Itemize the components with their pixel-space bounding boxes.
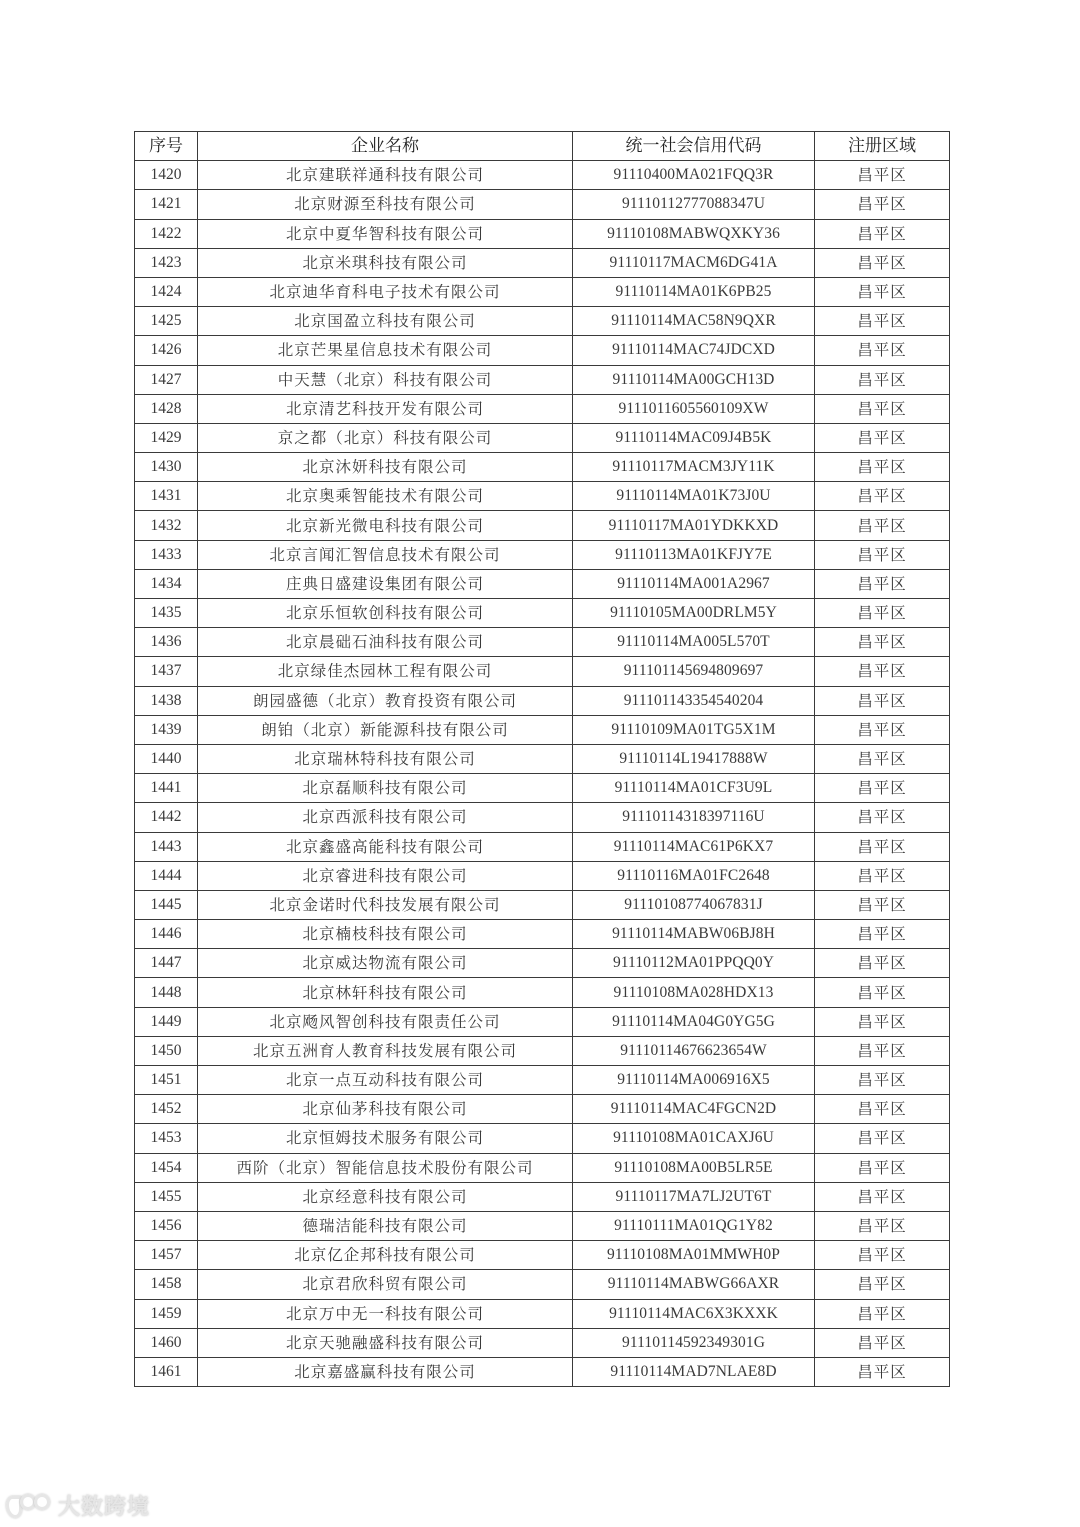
table-row [135,1270,950,1299]
cell-company-name: 北京西派科技有限公司 [198,803,573,832]
cell-region: 昌平区 [815,686,950,715]
cell-region: 昌平区 [815,1328,950,1357]
cell-company-name: 北京万中无一科技有限公司 [198,1299,573,1328]
cell-region: 昌平区 [815,219,950,248]
cell-company-name: 北京磊顺科技有限公司 [198,774,573,803]
cell-company-name: 北京睿进科技有限公司 [198,861,573,890]
cell-company-name: 北京五洲育人教育科技发展有限公司 [198,1036,573,1065]
cell-credit-code: 91110114MAC09J4B5K [573,423,815,452]
cell-region: 昌平区 [815,453,950,482]
table-row [135,219,950,248]
cell-serial-number: 1434 [135,569,198,598]
cell-region: 昌平区 [815,307,950,336]
cell-company-name: 北京财源至科技有限公司 [198,190,573,219]
cell-company-name: 北京林轩科技有限公司 [198,978,573,1007]
cell-region: 昌平区 [815,890,950,919]
table-row [135,277,950,306]
cell-company-name: 北京嘉盛赢科技有限公司 [198,1357,573,1386]
cell-region: 昌平区 [815,190,950,219]
cell-credit-code: 91110114MA00GCH13D [573,365,815,394]
cell-region: 昌平区 [815,832,950,861]
cell-serial-number: 1439 [135,715,198,744]
cell-company-name: 北京金诺时代科技发展有限公司 [198,890,573,919]
cell-company-name: 朗铂（北京）新能源科技有限公司 [198,715,573,744]
cell-credit-code: 91110108774067831J [573,890,815,919]
table-row [135,161,950,190]
table-row [135,744,950,773]
cell-credit-code: 911101145694809697 [573,657,815,686]
cell-company-name: 北京芒果星信息技术有限公司 [198,336,573,365]
cell-serial-number: 1461 [135,1357,198,1386]
table-row [135,453,950,482]
cell-credit-code: 91110114MABWG66AXR [573,1270,815,1299]
cell-serial-number: 1427 [135,365,198,394]
cell-credit-code: 91110114MA01K73J0U [573,482,815,511]
cell-credit-code: 91110114MAC58N9QXR [573,307,815,336]
cell-serial-number: 1457 [135,1241,198,1270]
cell-credit-code: 91110109MA01TG5X1M [573,715,815,744]
cell-company-name: 北京建联祥通科技有限公司 [198,161,573,190]
cell-region: 昌平区 [815,482,950,511]
cell-region: 昌平区 [815,1357,950,1386]
cell-credit-code: 91110114MA001A2967 [573,569,815,598]
cell-company-name: 北京奥乘智能技术有限公司 [198,482,573,511]
cell-credit-code: 91110114MABW06BJ8H [573,920,815,949]
cell-serial-number: 1440 [135,744,198,773]
cell-serial-number: 1428 [135,394,198,423]
table-row [135,1066,950,1095]
cell-company-name: 北京经意科技有限公司 [198,1182,573,1211]
cell-credit-code: 91110112MA01PPQQ0Y [573,949,815,978]
cell-region: 昌平区 [815,803,950,832]
table-row [135,1241,950,1270]
table-row [135,1036,950,1065]
cell-credit-code: 91110114MAC4FGCN2D [573,1095,815,1124]
table-row [135,394,950,423]
cell-region: 昌平区 [815,861,950,890]
cell-serial-number: 1443 [135,832,198,861]
cell-credit-code: 91110108MA01CAXJ6U [573,1124,815,1153]
cell-serial-number: 1448 [135,978,198,1007]
cell-credit-code: 91110114676623654W [573,1036,815,1065]
cell-credit-code: 91110114318397116U [573,803,815,832]
cell-region: 昌平区 [815,394,950,423]
cell-serial-number: 1445 [135,890,198,919]
cell-credit-code: 91110113MA01KFJY7E [573,540,815,569]
cell-company-name: 北京威达物流有限公司 [198,949,573,978]
cell-company-name: 京之都（北京）科技有限公司 [198,423,573,452]
cell-credit-code: 91110114MAC6X3KXXK [573,1299,815,1328]
cell-credit-code: 91110114MA005L570T [573,628,815,657]
watermark [6,1490,150,1521]
table-row [135,978,950,1007]
table-row [135,1357,950,1386]
cell-company-name: 北京国盈立科技有限公司 [198,307,573,336]
cell-serial-number: 1444 [135,861,198,890]
cell-region: 昌平区 [815,599,950,628]
cell-company-name: 北京楠枝科技有限公司 [198,920,573,949]
cell-credit-code: 91110105MA00DRLM5Y [573,599,815,628]
cell-region: 昌平区 [815,744,950,773]
cell-credit-code: 91110111MA01QG1Y82 [573,1211,815,1240]
table-row [135,423,950,452]
cell-region: 昌平区 [815,569,950,598]
cell-company-name: 北京沐妍科技有限公司 [198,453,573,482]
cell-serial-number: 1451 [135,1066,198,1095]
table-row [135,540,950,569]
cell-serial-number: 1437 [135,657,198,686]
cell-company-name: 北京言闻汇智信息技术有限公司 [198,540,573,569]
cell-serial-number: 1450 [135,1036,198,1065]
cell-region: 昌平区 [815,540,950,569]
cell-serial-number: 1449 [135,1007,198,1036]
cell-credit-code: 91110114L19417888W [573,744,815,773]
table-header-row [135,132,950,161]
table-row [135,657,950,686]
cell-credit-code: 91110114MA01K6PB25 [573,277,815,306]
table-row [135,628,950,657]
cell-region: 昌平区 [815,1153,950,1182]
header-serial-number: 序号 [135,132,198,161]
cell-company-name: 北京晨础石油科技有限公司 [198,628,573,657]
1688-logo-icon [6,1494,52,1518]
table-row [135,569,950,598]
cell-company-name: 庄典日盛建设集团有限公司 [198,569,573,598]
table-row [135,1182,950,1211]
cell-region: 昌平区 [815,161,950,190]
table-row [135,482,950,511]
cell-credit-code: 91110114MA01CF3U9L [573,774,815,803]
cell-region: 昌平区 [815,628,950,657]
cell-credit-code: 91110108MA028HDX13 [573,978,815,1007]
table-row [135,336,950,365]
cell-company-name: 北京亿企邦科技有限公司 [198,1241,573,1270]
company-roster-table [134,131,950,1387]
cell-serial-number: 1421 [135,190,198,219]
cell-region: 昌平区 [815,365,950,394]
cell-company-name: 北京君欣科贸有限公司 [198,1270,573,1299]
cell-serial-number: 1424 [135,277,198,306]
table-row [135,190,950,219]
cell-region: 昌平区 [815,1124,950,1153]
cell-credit-code: 91110114MA006916X5 [573,1066,815,1095]
cell-region: 昌平区 [815,1211,950,1240]
cell-company-name: 中天慧（北京）科技有限公司 [198,365,573,394]
cell-company-name: 德瑞洁能科技有限公司 [198,1211,573,1240]
cell-credit-code: 91110116MA01FC2648 [573,861,815,890]
cell-credit-code: 91110114MAD7NLAE8D [573,1357,815,1386]
cell-credit-code: 91110112777088347U [573,190,815,219]
cell-serial-number: 1422 [135,219,198,248]
cell-credit-code: 91110108MA00B5LR5E [573,1153,815,1182]
cell-region: 昌平区 [815,949,950,978]
cell-region: 昌平区 [815,920,950,949]
table-row [135,774,950,803]
cell-company-name: 朗园盛德（北京）教育投资有限公司 [198,686,573,715]
cell-company-name: 北京仙茅科技有限公司 [198,1095,573,1124]
cell-credit-code: 91110117MA7LJ2UT6T [573,1182,815,1211]
cell-company-name: 北京米琪科技有限公司 [198,248,573,277]
cell-credit-code: 91110117MACM6DG41A [573,248,815,277]
table-row [135,715,950,744]
cell-region: 昌平区 [815,336,950,365]
cell-serial-number: 1433 [135,540,198,569]
cell-company-name: 北京中夏华智科技有限公司 [198,219,573,248]
table-row [135,307,950,336]
table-body [135,161,950,1387]
table-row [135,1007,950,1036]
cell-region: 昌平区 [815,715,950,744]
cell-region: 昌平区 [815,1299,950,1328]
cell-credit-code: 91110117MACM3JY11K [573,453,815,482]
cell-region: 昌平区 [815,978,950,1007]
table-row [135,1211,950,1240]
cell-company-name: 北京瑞林特科技有限公司 [198,744,573,773]
cell-serial-number: 1441 [135,774,198,803]
cell-serial-number: 1446 [135,920,198,949]
cell-credit-code: 91110108MABWQXKY36 [573,219,815,248]
cell-serial-number: 1430 [135,453,198,482]
cell-company-name: 北京天驰融盛科技有限公司 [198,1328,573,1357]
cell-serial-number: 1423 [135,248,198,277]
cell-serial-number: 1447 [135,949,198,978]
header-company-name: 企业名称 [198,132,573,161]
table-row [135,686,950,715]
cell-region: 昌平区 [815,1066,950,1095]
cell-company-name: 西阶（北京）智能信息技术股份有限公司 [198,1153,573,1182]
cell-serial-number: 1435 [135,599,198,628]
header-region: 注册区域 [815,132,950,161]
cell-serial-number: 1460 [135,1328,198,1357]
cell-serial-number: 1432 [135,511,198,540]
cell-company-name: 北京迪华育科电子技术有限公司 [198,277,573,306]
cell-credit-code: 91110114MAC61P6KX7 [573,832,815,861]
table-row [135,1328,950,1357]
cell-region: 昌平区 [815,511,950,540]
cell-serial-number: 1426 [135,336,198,365]
cell-credit-code: 91110108MA01MMWH0P [573,1241,815,1270]
cell-region: 昌平区 [815,774,950,803]
table-row [135,803,950,832]
cell-credit-code: 9111011605560109XW [573,394,815,423]
table-row [135,1095,950,1124]
cell-serial-number: 1438 [135,686,198,715]
cell-region: 昌平区 [815,1182,950,1211]
cell-serial-number: 1458 [135,1270,198,1299]
cell-company-name: 北京一点互动科技有限公司 [198,1066,573,1095]
cell-company-name: 北京绿佳杰园林工程有限公司 [198,657,573,686]
table-row [135,248,950,277]
cell-serial-number: 1455 [135,1182,198,1211]
cell-credit-code: 91110400MA021FQQ3R [573,161,815,190]
table-row [135,1124,950,1153]
cell-credit-code: 91110114MAC74JDCXD [573,336,815,365]
cell-region: 昌平区 [815,1095,950,1124]
cell-company-name: 北京恒姆技术服务有限公司 [198,1124,573,1153]
header-credit-code: 统一社会信用代码 [573,132,815,161]
table-row [135,832,950,861]
cell-serial-number: 1456 [135,1211,198,1240]
table-row [135,1299,950,1328]
cell-company-name: 北京飏风智创科技有限责任公司 [198,1007,573,1036]
table-row [135,365,950,394]
cell-serial-number: 1436 [135,628,198,657]
cell-region: 昌平区 [815,657,950,686]
cell-company-name: 北京新光微电科技有限公司 [198,511,573,540]
cell-region: 昌平区 [815,277,950,306]
cell-region: 昌平区 [815,1241,950,1270]
cell-serial-number: 1452 [135,1095,198,1124]
table-row [135,861,950,890]
cell-region: 昌平区 [815,1270,950,1299]
cell-serial-number: 1431 [135,482,198,511]
cell-credit-code: 91110117MA01YDKKXD [573,511,815,540]
table-row [135,920,950,949]
cell-region: 昌平区 [815,1007,950,1036]
cell-serial-number: 1454 [135,1153,198,1182]
cell-company-name: 北京清艺科技开发有限公司 [198,394,573,423]
cell-company-name: 北京鑫盛高能科技有限公司 [198,832,573,861]
cell-company-name: 北京乐恒软创科技有限公司 [198,599,573,628]
cell-serial-number: 1453 [135,1124,198,1153]
cell-region: 昌平区 [815,1036,950,1065]
cell-serial-number: 1442 [135,803,198,832]
cell-serial-number: 1425 [135,307,198,336]
cell-region: 昌平区 [815,423,950,452]
table-row [135,511,950,540]
cell-serial-number: 1459 [135,1299,198,1328]
watermark-text: 大数跨境 [58,1495,151,1520]
table-row [135,599,950,628]
cell-serial-number: 1420 [135,161,198,190]
table-row [135,949,950,978]
cell-credit-code: 91110114MA04G0YG5G [573,1007,815,1036]
cell-serial-number: 1429 [135,423,198,452]
table-row [135,1153,950,1182]
cell-credit-code: 911101143354540204 [573,686,815,715]
table-row [135,890,950,919]
cell-credit-code: 91110114592349301G [573,1328,815,1357]
cell-region: 昌平区 [815,248,950,277]
